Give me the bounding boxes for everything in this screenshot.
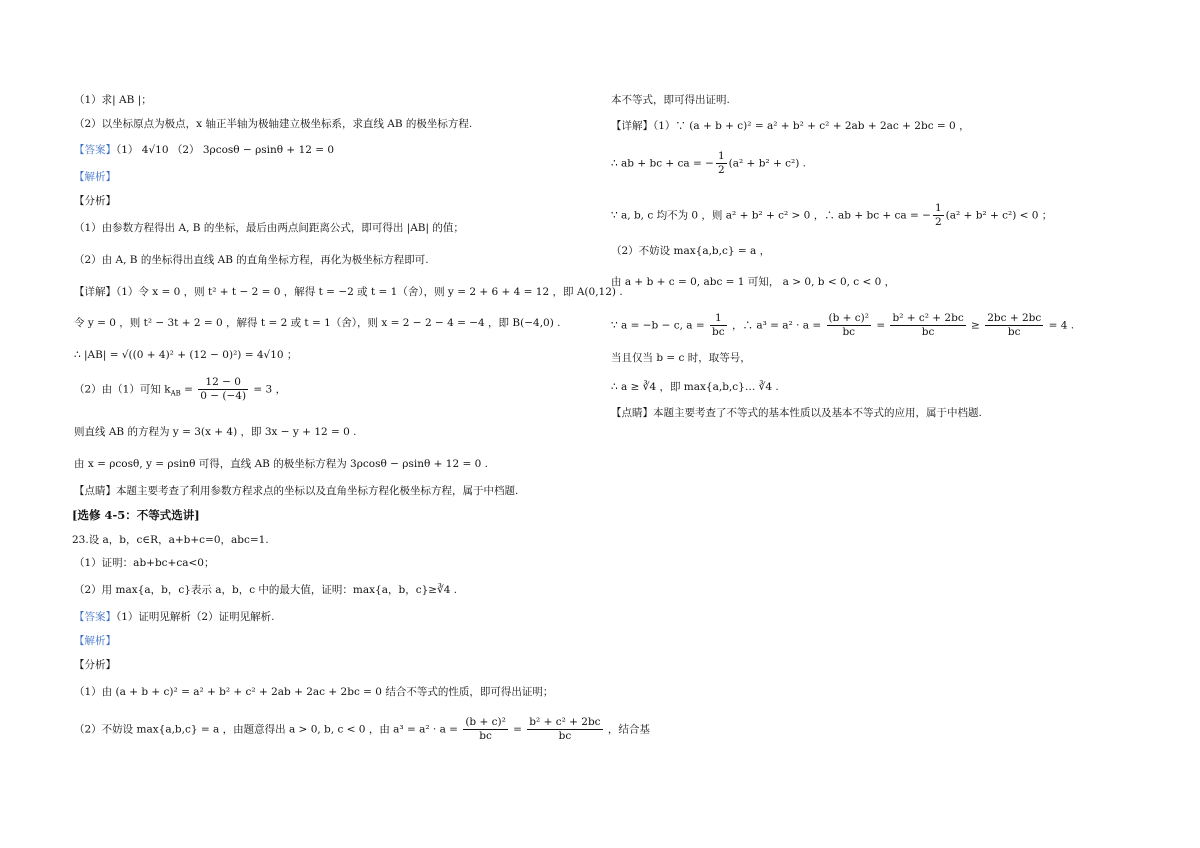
analysis-heading: 【分析】 xyxy=(74,195,116,207)
analysis-tag-2: 【解析】 xyxy=(74,635,116,647)
r6-eq: = xyxy=(872,319,889,332)
r6-frac-2-den: bc xyxy=(842,326,856,338)
half-fraction-2 xyxy=(933,202,944,229)
step-4-eq: = xyxy=(509,723,526,736)
analysis-tag: 【解析】 xyxy=(74,171,116,183)
fraction-b-numerator: b² + c² + 2bc xyxy=(529,716,601,728)
slope-prefix: （2）由（1）可知 k xyxy=(74,383,171,396)
r6-frac-2-num: (b + c)² xyxy=(828,312,869,324)
detail-r-3 xyxy=(611,202,1052,229)
detail-r-6 xyxy=(611,312,1074,339)
r6-frac-3-den: bc xyxy=(921,326,935,338)
r6-mid: ，∴ a³ = a² · a = xyxy=(728,319,825,332)
answer-line-2 xyxy=(74,610,274,624)
fraction-b xyxy=(527,716,602,743)
question-23-part-1: （1）证明：ab+bc+ca<0； xyxy=(74,557,215,569)
detail-r-5: 由 a + b + c = 0, abc = 1 可知， a > 0, b < 0, c < 0 ， xyxy=(611,276,896,288)
r2-suffix: (a² + b² + c²) . xyxy=(728,157,806,170)
answer-text-2: （1）证明见解析（2）证明见解析. xyxy=(116,611,275,623)
r6-ge: ≥ xyxy=(967,319,984,332)
half-fraction-1 xyxy=(716,150,727,177)
r6-frac-1 xyxy=(710,312,727,339)
continuation-line: 本不等式，即可得出证明. xyxy=(611,94,730,106)
detail-r-1: 【详解】（1）∵ (a + b + c)² = a² + b² + c² + 2ab + 2ac + 2bc = 0 ， xyxy=(611,120,970,132)
answer-tag-2: 【答案】 xyxy=(74,611,116,623)
fraction-b-denominator: bc xyxy=(558,730,572,742)
comment-line-2: 【点睛】本题主要考查了不等式的基本性质以及基本不等式的应用，属于中档题. xyxy=(611,407,982,419)
detail-r-2 xyxy=(611,150,806,177)
detail-r-8: ∴ a ≥ ∛4 ，即 max{a,b,c}… ∛4 . xyxy=(611,381,779,393)
slope-subscript: AB xyxy=(170,389,181,398)
slope-eq: = xyxy=(180,383,197,396)
question-part-2: （2）以坐标原点为极点，x 轴正半轴为极轴建立极坐标系，求直线 AB 的极坐标方程. xyxy=(74,118,473,130)
fraction-a-numerator: (b + c)² xyxy=(465,716,506,728)
question-23-part-2: （2）用 max{a，b，c}表示 a，b，c 中的最大值，证明：max{a，b，c}≥∛4 . xyxy=(74,584,458,596)
r6-frac-4 xyxy=(985,312,1043,339)
polar-equation: 由 x = ρcosθ, y = ρsinθ 可得，直线 AB 的极坐标方程为 3ρcosθ − ρsinθ + 12 = 0 . xyxy=(74,458,488,470)
step-4-prefix: （2）不妨设 max{a,b,c} = a ，由题意得出 a > 0, b, c < 0 ，由 a³ = a² · a = xyxy=(74,723,462,736)
slope-fraction xyxy=(198,376,248,403)
r6-frac-1-den: bc xyxy=(712,326,725,338)
r6-frac-3 xyxy=(890,312,965,339)
half-denominator-1: 2 xyxy=(717,164,725,176)
answer-line xyxy=(74,143,334,157)
analysis-step-2: （2）由 A, B 的坐标得出直线 AB 的直角坐标方程，再化为极坐标方程即可. xyxy=(74,254,429,266)
analysis-step-1: （1）由参数方程得出 A, B 的坐标，最后由两点间距离公式，即可得出 |AB| 的值； xyxy=(74,222,464,234)
step-4-suffix: ，结合基 xyxy=(604,723,650,736)
slope-line xyxy=(74,376,286,403)
r6-frac-4-num: 2bc + 2bc xyxy=(987,312,1042,324)
section-heading: [选修 4-5：不等式选讲] xyxy=(72,508,200,522)
distance-formula: ∴ |AB| = √((0 + 4)² + (12 − 0)²) = 4√10 ； xyxy=(74,349,298,361)
fraction-a-denominator: bc xyxy=(479,730,492,742)
answer-text: （1） 4√10 （2） 3ρcosθ − ρsinθ + 12 = 0 xyxy=(116,144,335,156)
r6-frac-2 xyxy=(827,312,871,339)
r3-prefix: ∵ a, b, c 均不为 0 ，则 a² + b² + c² > 0 ，∴ ab + bc + ca = − xyxy=(611,209,931,222)
r6-frac-4-den: bc xyxy=(1007,326,1021,338)
detail-r-4: （2）不妨设 max{a,b,c} = a ， xyxy=(611,245,771,257)
analysis-step-4 xyxy=(74,716,650,743)
r3-suffix: (a² + b² + c²) < 0 ； xyxy=(945,209,1053,222)
r6-frac-1-num: 1 xyxy=(710,312,727,326)
r6-frac-3-num: b² + c² + 2bc xyxy=(892,312,964,324)
detail-r-7: 当且仅当 b = c 时，取等号， xyxy=(611,352,751,364)
slope-numerator: 12 − 0 xyxy=(198,376,248,390)
analysis-heading-2: 【分析】 xyxy=(74,659,116,671)
comment-line-1: 【点睛】本题主要考查了利用参数方程求点的坐标以及直角坐标方程化极坐标方程，属于中档题. xyxy=(74,485,519,497)
analysis-step-3: （1）由 (a + b + c)² = a² + b² + c² + 2ab + 2ac + 2bc = 0 结合不等式的性质，即可得出证明； xyxy=(74,686,554,698)
r6-prefix: ∵ a = −b − c, a = xyxy=(611,319,709,332)
half-numerator-2: 1 xyxy=(934,202,942,214)
answer-tag: 【答案】 xyxy=(74,144,116,156)
detail-step-2: 令 y = 0 ，则 t² − 3t + 2 = 0 ，解得 t = 2 或 t = 1（舍），则 x = 2 − 2 − 4 = −4 ，即 B(−4,0) . xyxy=(74,317,561,329)
detail-step-1: 【详解】（1）令 x = 0 ，则 t² + t − 2 = 0 ，解得 t = −2 或 t = 1（舍），则 y = 2 + 6 + 4 = 12 ，即 A(0,12) . xyxy=(74,286,623,298)
question-23: 23.设 a，b，c∈R，a+b+c=0，abc=1. xyxy=(72,534,269,546)
r2-prefix: ∴ ab + bc + ca = − xyxy=(611,157,714,170)
slope-denominator: 0 − (−4) xyxy=(200,390,247,402)
r6-suffix: = 4 . xyxy=(1045,319,1075,332)
slope-result: = 3 ， xyxy=(250,383,287,396)
question-part-1: （1）求| AB |； xyxy=(74,94,152,106)
fraction-a xyxy=(463,716,507,743)
line-equation: 则直线 AB 的方程为 y = 3(x + 4) ，即 3x − y + 12 = 0 . xyxy=(74,426,357,438)
half-denominator-2: 2 xyxy=(934,216,942,228)
half-numerator-1: 1 xyxy=(717,150,725,162)
